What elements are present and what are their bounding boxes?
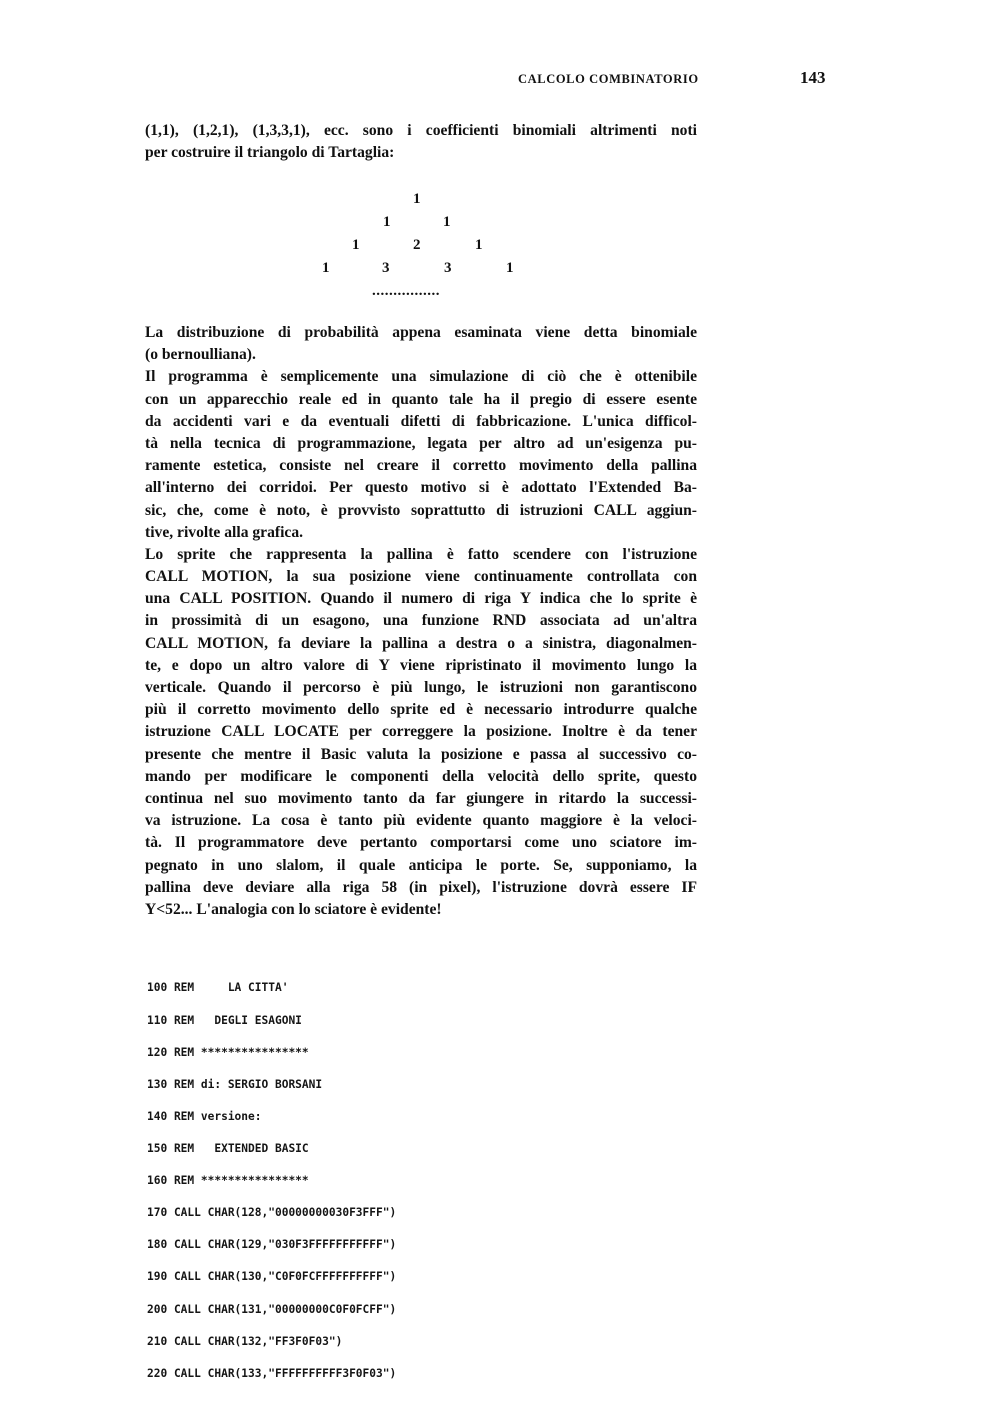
intro-paragraph: [145, 120, 697, 164]
code-line: 220 CALL CHAR(133,"FFFFFFFFFF3F0F03"): [147, 1366, 397, 1380]
text-line: pallina deve deviare alla riga 58 (in pixel), l'istruzione dovrà essere IF: [145, 878, 697, 896]
triangle-value: 1: [413, 191, 421, 207]
code-line: 160 REM ****************: [147, 1174, 309, 1188]
text-line: CALL MOTION, fa deviare la pallina a destra o a sinistra, diagonalmen-: [145, 634, 697, 652]
text-line: mando per modificare le componenti della velocità dello sprite, questo: [145, 767, 697, 785]
text-line: una CALL POSITION. Quando il numero di riga Y indica che lo sprite è: [145, 590, 697, 608]
code-line: 130 REM di: SERGIO BORSANI: [147, 1077, 323, 1091]
text-line: Y<52... L'analogia con lo sciatore è evidente!: [145, 900, 442, 918]
text-line: tà nella tecnica di programmazione, legata per altro ad un'esigenza pu-: [145, 434, 697, 452]
code-line: 100 REM LA CITTA': [147, 981, 289, 995]
text-line: (o bernoulliana).: [145, 346, 256, 364]
triangle-value: 1: [352, 237, 360, 253]
text-line: in prossimità di un esagono, una funzione RND associata ad un'altra: [145, 612, 697, 630]
text-line: da accidenti vari e da eventuali difetti di fabbricazione. L'unica difficol-: [145, 412, 697, 430]
triangle-value: 3: [382, 260, 390, 276]
text-line: ramente estetica, consiste nel creare il corretto movimento della pallina: [145, 457, 697, 475]
text-line: Lo sprite che rappresenta la pallina è fatto scendere con l'istruzione: [145, 545, 697, 563]
basic-code-listing: [147, 962, 396, 1401]
code-line: 150 REM EXTENDED BASIC: [147, 1141, 309, 1155]
code-line: 120 REM ****************: [147, 1045, 309, 1059]
running-header: CALCOLO COMBINATORIO: [518, 72, 699, 86]
text-line: te, e dopo un altro valore di Y viene ripristinato il movimento lungo la: [145, 656, 697, 674]
text-line: tà. Il programmatore deve pertanto comportarsi come uno sciatore im-: [145, 834, 697, 852]
text-line: CALL MOTION, la sua posizione viene continuamente controllata con: [145, 568, 697, 586]
triangle-value: 1: [506, 260, 514, 276]
triangle-value: 1: [383, 214, 391, 230]
code-line: 110 REM DEGLI ESAGONI: [147, 1013, 302, 1027]
text-line: istruzione CALL LOCATE per correggere la posizione. Inoltre è da tener: [145, 723, 697, 741]
text-line: sic, che, come è noto, è provvisto soprattutto di istruzioni CALL aggiun-: [145, 501, 697, 519]
code-line: 190 CALL CHAR(130,"C0F0FCFFFFFFFFFF"): [147, 1270, 397, 1284]
text-line: Il programma è semplicemente una simulazione di ciò che è ottenibile: [145, 368, 697, 386]
text-line: verticale. Quando il percorso è più lungo, le istruzioni non garantiscono: [145, 679, 697, 696]
triangle-value: 3: [444, 260, 452, 276]
text-line: con un apparecchio reale ed in quanto tale ha il pregio di essere esente: [145, 390, 697, 408]
text-line: La distribuzione di probabilità appena esaminata viene detta binomiale: [145, 324, 697, 341]
triangle-value: 1: [475, 237, 483, 253]
text-line: va istruzione. La cosa è tanto più evidente quanto maggiore è la veloci-: [145, 812, 697, 830]
text-line: più il corretto movimento dello sprite ed è necessario introdurre qualche: [145, 701, 697, 719]
text-line: presente che mentre il Basic valuta la posizione e passa al successivo co-: [145, 745, 697, 763]
triangle-value: 2: [413, 237, 421, 253]
text-line: pegnato in uno slalom, il quale anticipa le porte. Se, supponiamo, la: [145, 856, 697, 874]
text-line: all'interno dei corridoi. Per questo motivo si è adottato l'Extended Ba-: [145, 479, 697, 497]
text-line: (1,1), (1,2,1), (1,3,3,1), ecc. sono i coefficienti binomiali altrimenti noti: [145, 122, 697, 139]
code-line: 140 REM versione:: [147, 1109, 262, 1123]
triangle-ellipsis: ................: [372, 283, 440, 299]
page-number: 143: [800, 68, 826, 87]
code-line: 180 CALL CHAR(129,"030F3FFFFFFFFFFF"): [147, 1238, 397, 1252]
text-line: tive, rivolte alla grafica.: [145, 523, 304, 541]
text-line: continua nel suo movimento tanto da far giungere in ritardo la successi-: [145, 789, 697, 807]
paragraph-binomial: [145, 322, 697, 921]
triangle-value: 1: [443, 214, 451, 230]
code-line: 210 CALL CHAR(132,"FF3F0F03"): [147, 1334, 343, 1348]
text-line: per costruire il triangolo di Tartaglia:: [145, 144, 395, 162]
code-line: 170 CALL CHAR(128,"00000000030F3FFF"): [147, 1206, 397, 1220]
code-line: 200 CALL CHAR(131,"00000000C0F0FCFF"): [147, 1302, 397, 1316]
triangle-value: 1: [322, 260, 330, 276]
